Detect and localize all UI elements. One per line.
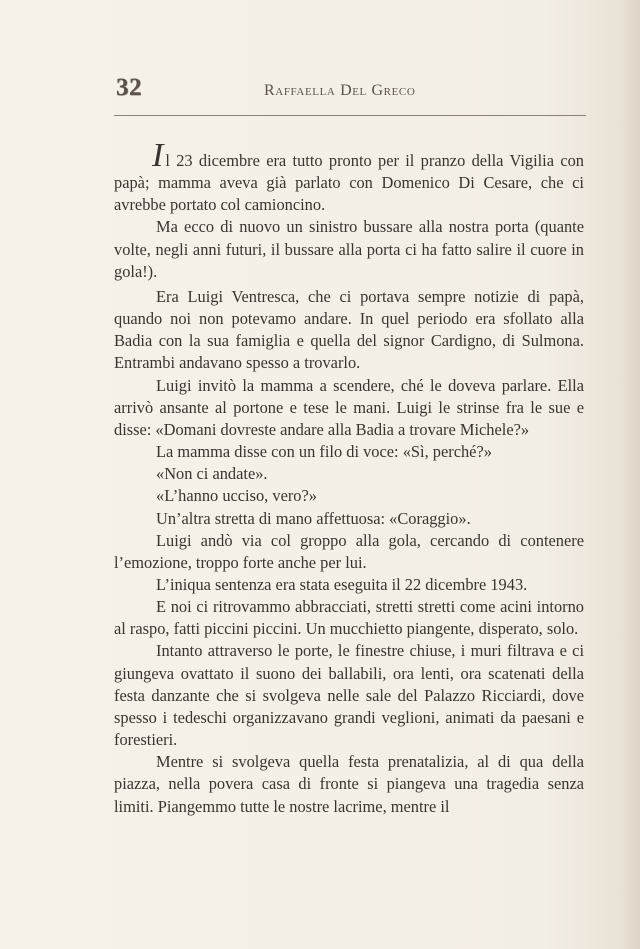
paragraph: Luigi invitò la mamma a scendere, ché le doveva parlare. Ella arrivò ansante al portone e tese le mani. Luigi le strinse fra le sue e disse: «Domani dovreste andare alla Badia a trovare Michele?» (114, 375, 584, 439)
drop-cap: I (152, 137, 164, 174)
page-header (114, 74, 586, 114)
page-number: 32 (116, 74, 142, 101)
paragraph: Era Luigi Ventresca, che ci portava sempre notizie di papà, quando noi non potevamo andare. In quel periodo era sfollato alla Badia con la sua famiglia e quella del signor Cardigno, di Sulmona. Entrambi andavano spesso a trovarlo. (114, 286, 584, 373)
paragraph: E noi ci ritrovammo abbracciati, stretti stretti come acini intorno al raspo, fatti piccini piccini. Un mucchietto piangente, disperato, solo. (114, 597, 584, 639)
body-text (114, 137, 584, 818)
paragraph: Intanto attraverso le porte, le finestre chiuse, i muri filtrava e ci giungeva ovattato il suono dei ballabili, ora lenti, ora scatenati della festa danzante che si svolgeva nelle sale del Palazzo Ricciardi, dove spesso i tedeschi organizzavano grandi veglioni, animati da paesani e forestieri. (114, 641, 584, 750)
running-head: Raffaella Del Greco (264, 82, 416, 99)
dialogue-line: Un’altra stretta di mano affettuosa: «Coraggio». (156, 508, 471, 528)
paragraph: Il 23 dicembre era tutto pronto per il pranzo della Vigilia con papà; mamma aveva già parlato con Domenico Di Cesare, che ci avrebbe portato col camioncino. (114, 137, 584, 215)
dialogue-line: «L’hanno ucciso, vero?» (156, 486, 317, 506)
paragraph: Ma ecco di nuovo un sinistro bussare alla nostra porta (quante volte, negli anni futuri, il bussare alla porta ci ha fatto salire il cuore in gola!). (114, 217, 584, 281)
dialogue-line: «Non ci andate». (156, 464, 268, 484)
dialogue-line: La mamma disse con un filo di voce: «Sì, perché?» (156, 442, 492, 462)
paragraph: Luigi andò via col groppo alla gola, cercando di contenere l’emozione, troppo forte anche per lui. (114, 530, 584, 572)
paragraph: Mentre si svolgeva quella festa prenatalizia, al di qua della piazza, nella povera casa di fronte si piangeva una tragedia senza limiti. Piangemmo tutte le nostre lacrime, mentre il (114, 752, 584, 816)
paragraph: L’iniqua sentenza era stata eseguita il 22 dicembre 1943. (156, 574, 528, 594)
header-rule (114, 115, 586, 116)
